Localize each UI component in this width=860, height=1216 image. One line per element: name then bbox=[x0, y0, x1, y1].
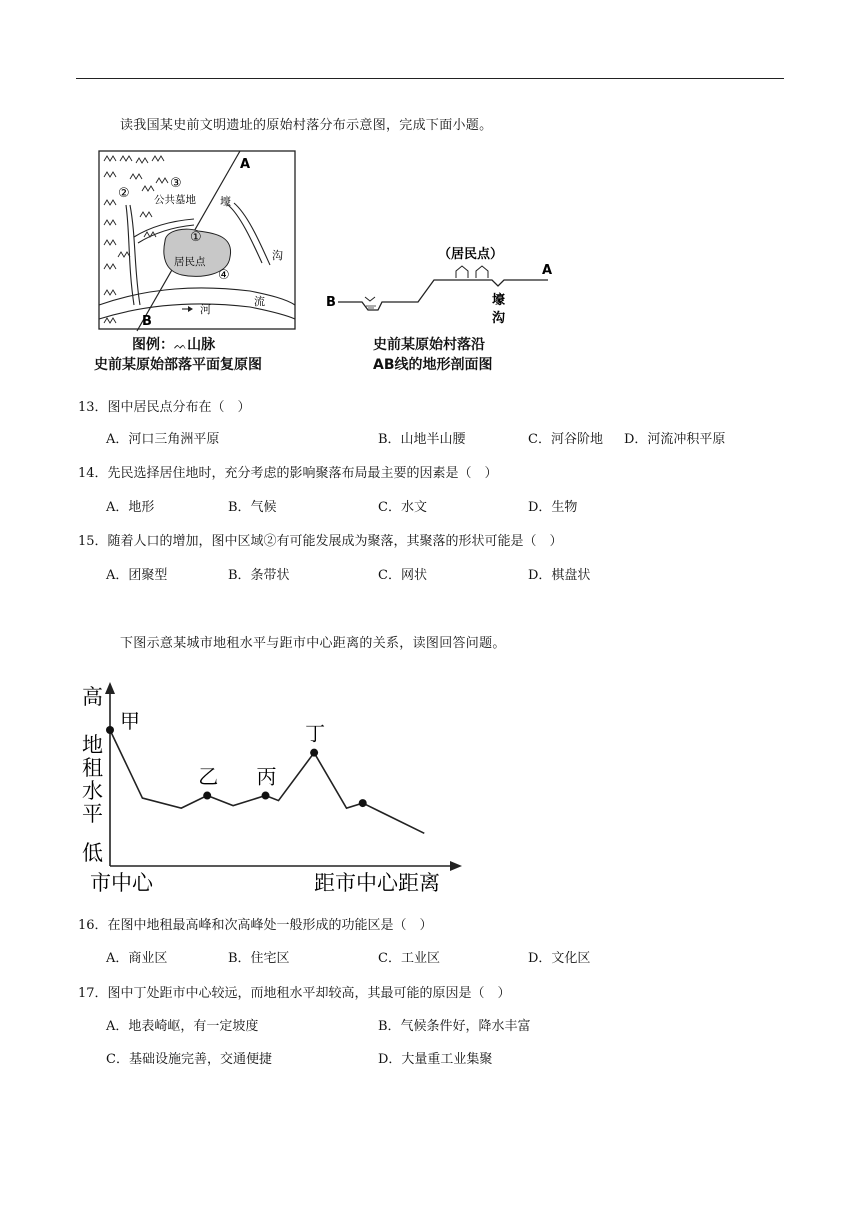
q15-option-d[interactable]: D．棋盘状 bbox=[528, 568, 591, 583]
data-point bbox=[106, 726, 114, 734]
village-plan-map bbox=[90, 145, 305, 335]
data-point bbox=[262, 792, 270, 800]
question-13-stem: 13．图中居民点分布在（ ） bbox=[78, 400, 251, 415]
q14-option-a[interactable]: A．地形 bbox=[106, 500, 155, 515]
profile-label-a: A bbox=[542, 263, 553, 278]
data-point bbox=[359, 799, 367, 807]
terrain-profile bbox=[322, 236, 562, 332]
q17-option-d[interactable]: D．大量重工业集聚 bbox=[378, 1052, 493, 1067]
map-label-a: A bbox=[240, 157, 251, 172]
map-caption: 史前某原始部落平面复原图 bbox=[94, 357, 262, 373]
q13-option-d[interactable]: D．河流冲积平原 bbox=[624, 432, 726, 447]
q15-option-b[interactable]: B．条带状 bbox=[228, 568, 290, 583]
y-axis-label-char: 水 bbox=[82, 779, 103, 803]
q16-option-d[interactable]: D．文化区 bbox=[528, 951, 591, 966]
map-label-hao: 壕 bbox=[220, 195, 231, 208]
profile-caption-1: 史前某原始村落沿 bbox=[373, 337, 485, 353]
legend-mountain-icon: ᨓ bbox=[174, 339, 188, 352]
map-legend bbox=[132, 334, 272, 354]
header-rule bbox=[76, 78, 784, 79]
q13-option-c[interactable]: C．河谷阶地 bbox=[528, 432, 603, 447]
map-label-tomb: 公共墓地 bbox=[154, 194, 196, 206]
question-17-stem: 17．图中丁处距市中心较远，而地租水平却较高，其最可能的原因是（ ） bbox=[78, 986, 511, 1001]
question-16-stem: 16．在图中地租最高峰和次高峰处一般形成的功能区是（ ） bbox=[78, 918, 433, 933]
section2-intro: 下图示意某城市地租水平与距市中心距离的关系，读图回答问题。 bbox=[120, 636, 506, 651]
map-label-3: ③ bbox=[170, 176, 182, 191]
x-axis-label: 距市中心距离 bbox=[314, 871, 440, 895]
q14-option-c[interactable]: C．水文 bbox=[378, 500, 427, 515]
house-icons bbox=[456, 266, 488, 278]
q15-option-c[interactable]: C．网状 bbox=[378, 568, 427, 583]
q17-option-a[interactable]: A．地表崎岖，有一定坡度 bbox=[106, 1019, 259, 1034]
q13-option-b[interactable]: B．山地半山腰 bbox=[378, 432, 466, 447]
profile-label-b: B bbox=[326, 295, 336, 310]
x-axis-origin-label: 市中心 bbox=[90, 871, 153, 895]
q16-option-c[interactable]: C．工业区 bbox=[378, 951, 440, 966]
data-point-label: 丁 bbox=[305, 721, 326, 746]
profile-caption-2: AB线的地形剖面图 bbox=[373, 357, 493, 373]
map-label-settlement: 居民点 bbox=[174, 256, 206, 268]
y-axis-label-char: 租 bbox=[82, 756, 103, 780]
profile-label-hao: 壕 bbox=[492, 293, 506, 308]
question-14-stem: 14．先民选择居住地时，充分考虑的影响聚落布局最主要的因素是（ ） bbox=[78, 466, 498, 481]
rent-chart bbox=[74, 676, 474, 900]
map-label-gou: 沟 bbox=[272, 249, 283, 262]
profile-label-gou: 沟 bbox=[492, 311, 506, 326]
section1-intro: 读我国某史前文明遗址的原始村落分布示意图，完成下面小题。 bbox=[120, 118, 493, 133]
q16-option-a[interactable]: A．商业区 bbox=[106, 951, 168, 966]
y-axis-label-char: 地 bbox=[82, 733, 103, 757]
q15-option-a[interactable]: A．团聚型 bbox=[106, 568, 168, 583]
profile-label-settlement: （居民点） bbox=[438, 247, 504, 262]
q14-option-d[interactable]: D．生物 bbox=[528, 500, 578, 515]
y-axis-label bbox=[82, 733, 103, 826]
data-point bbox=[203, 792, 211, 800]
q14-option-b[interactable]: B．气候 bbox=[228, 500, 277, 515]
map-label-he: 河 bbox=[200, 303, 211, 316]
q13-option-a[interactable]: A．河口三角洲平原 bbox=[106, 432, 220, 447]
y-axis-high-label: 高 bbox=[82, 685, 103, 709]
q16-option-b[interactable]: B．住宅区 bbox=[228, 951, 290, 966]
q17-option-c[interactable]: C．基础设施完善，交通便捷 bbox=[106, 1052, 272, 1067]
map-legend-label: 图例： bbox=[132, 337, 174, 353]
question-15-stem: 15．随着人口的增加，图中区域②有可能发展成为聚落，其聚落的形状可能是（ ） bbox=[78, 534, 563, 549]
map-label-2: ② bbox=[118, 186, 130, 201]
data-point-label: 丙 bbox=[256, 764, 277, 789]
map-label-1: ① bbox=[190, 230, 202, 245]
y-axis-label-char: 平 bbox=[82, 802, 103, 826]
map-label-b: B bbox=[142, 314, 152, 329]
q17-option-b[interactable]: B．气候条件好，降水丰富 bbox=[378, 1019, 531, 1034]
map-label-4: ④ bbox=[218, 268, 230, 283]
data-point-label: 甲 bbox=[120, 709, 140, 733]
data-point bbox=[310, 749, 318, 757]
y-axis-low-label: 低 bbox=[82, 841, 103, 865]
data-point-label: 乙 bbox=[198, 764, 219, 789]
map-label-liu: 流 bbox=[254, 295, 265, 308]
map-legend-item: 山脉 bbox=[187, 337, 216, 353]
